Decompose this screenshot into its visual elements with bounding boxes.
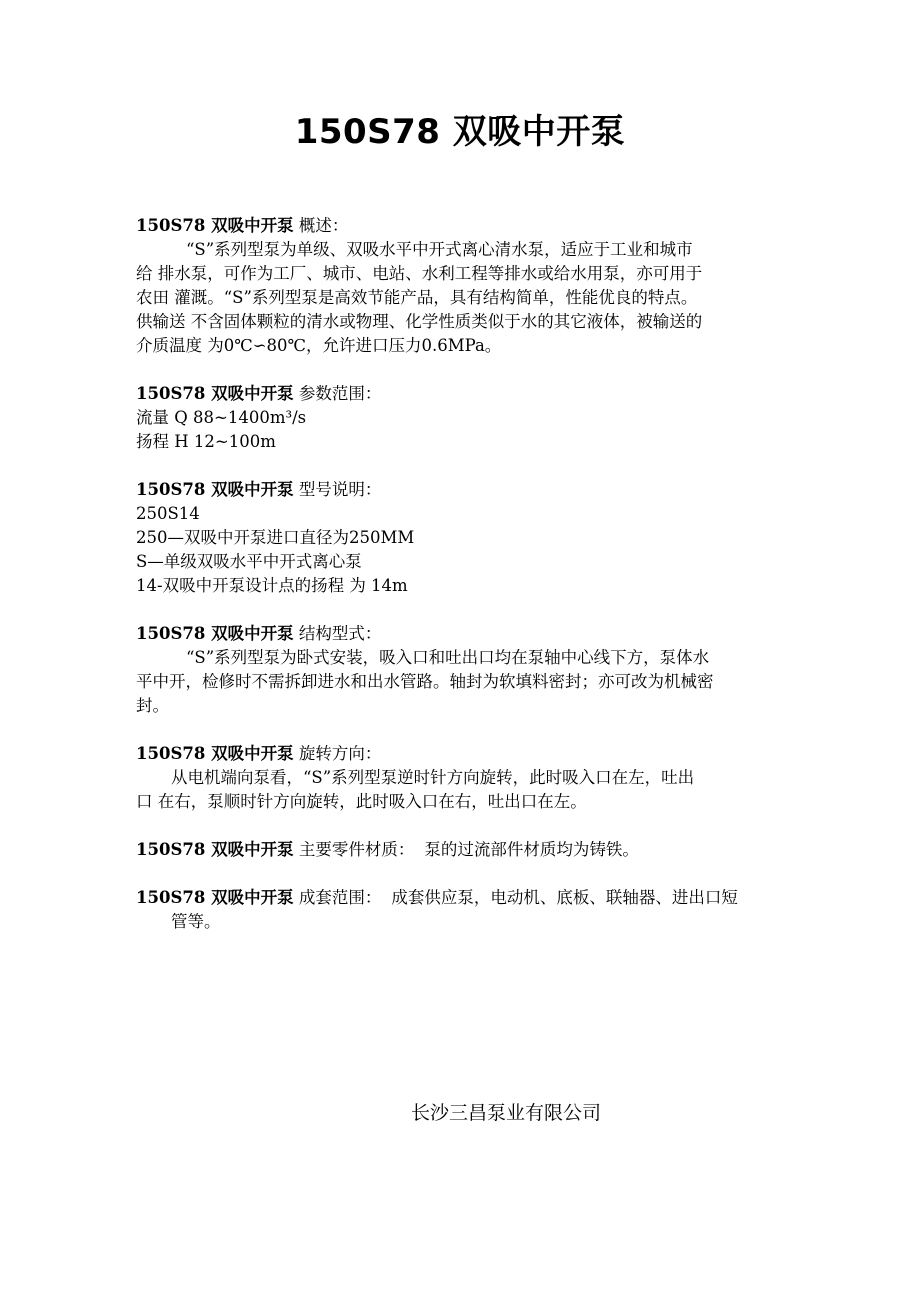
- heading-label: 结构型式：: [298, 624, 382, 643]
- parameter-line-head: 扬程 H 12~100m: [136, 432, 276, 451]
- model-line: 250—双吸中开泵进口直径为250MM: [136, 528, 415, 547]
- paragraph-line: 平中开，检修时不需拆卸进水和出水管路。轴封为软填料密封；亦可改为机械密: [136, 672, 714, 691]
- paragraph-line: 给 排水泵，可作为工厂、城市、电站、水利工程等排水或给水用泵，亦可用于: [136, 264, 703, 283]
- section-heading: [136, 382, 796, 406]
- document-title: 150S78 双吸中开泵: [294, 112, 626, 152]
- document-body: [136, 214, 796, 958]
- section-materials: [136, 838, 796, 862]
- section-heading: [136, 622, 796, 646]
- section-heading: [136, 214, 796, 238]
- section-rotation: [136, 742, 796, 814]
- model-line: 250S14: [136, 504, 200, 523]
- parameter-line-flow: 流量 Q 88~1400m³/s: [136, 408, 307, 427]
- section-overview: [136, 214, 796, 358]
- section-heading: [136, 478, 796, 502]
- heading-label: 概述：: [298, 216, 349, 235]
- product-name: 150S78 双吸中开泵: [136, 888, 294, 907]
- paragraph-line: 介质温度 为0℃∽80℃，允许进口压力0.6MPa。: [136, 336, 502, 355]
- section-scope: [136, 886, 796, 934]
- section-parameters: [136, 382, 796, 454]
- model-line: S—单级双吸水平中开式离心泵: [136, 552, 362, 571]
- section-structure: [136, 622, 796, 718]
- heading-label: 成套范围：: [298, 888, 382, 907]
- product-name: 150S78 双吸中开泵: [136, 480, 294, 499]
- materials-text: 泵的过流部件材质均为铸铁。: [424, 840, 639, 859]
- section-heading: [136, 742, 796, 766]
- paragraph-line: 农田 灌溉。“S”系列型泵是高效节能产品，具有结构简单，性能优良的特点。: [136, 288, 698, 307]
- heading-label: 型号说明：: [298, 480, 382, 499]
- heading-label: 参数范围：: [298, 384, 382, 403]
- product-name: 150S78 双吸中开泵: [136, 216, 294, 235]
- section-heading: [136, 838, 796, 862]
- paragraph-line: 口 在右，泵顺时针方向旋转，此时吸入口在右，吐出口在左。: [136, 792, 587, 811]
- section-heading: [136, 886, 796, 910]
- paragraph-line: 封。: [136, 696, 169, 715]
- product-name: 150S78 双吸中开泵: [136, 624, 294, 643]
- scope-text: 成套供应泵，电动机、底板、联轴器、进出口短: [391, 888, 738, 907]
- section-model: [136, 478, 796, 598]
- product-name: 150S78 双吸中开泵: [136, 840, 294, 859]
- paragraph-line: 管等。: [171, 912, 221, 931]
- product-name: 150S78 双吸中开泵: [136, 384, 294, 403]
- product-name: 150S78 双吸中开泵: [136, 744, 294, 763]
- model-line: 14-双吸中开泵设计点的扬程 为 14m: [136, 576, 408, 595]
- paragraph-line: 从电机端向泵看，“S”系列型泵逆时针方向旋转，此时吸入口在左，吐出: [171, 768, 695, 787]
- heading-label: 旋转方向：: [298, 744, 382, 763]
- paragraph-line: “S”系列型泵为单级、双吸水平中开式离心清水泵，适应于工业和城市: [186, 240, 693, 259]
- paragraph-line: 供输送 不含固体颗粒的清水或物理、化学性质类似于水的其它液体，被输送的: [136, 312, 703, 331]
- company-name: 长沙三昌泵业有限公司: [410, 1102, 601, 1124]
- heading-label: 主要零件材质：: [298, 840, 415, 859]
- paragraph-line: “S”系列型泵为卧式安装，吸入口和吐出口均在泵轴中心线下方，泵体水: [186, 648, 710, 667]
